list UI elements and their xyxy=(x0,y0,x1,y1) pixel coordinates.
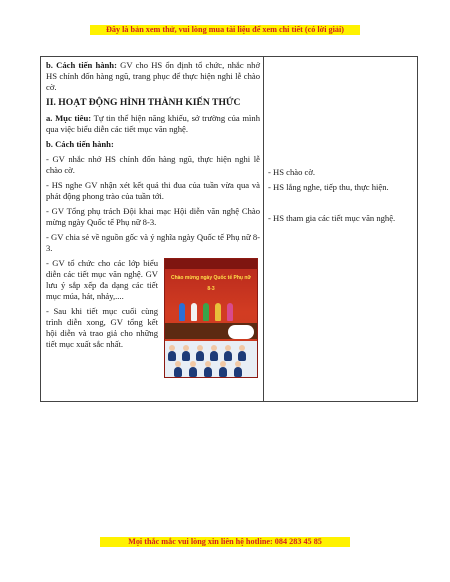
audience-body xyxy=(238,351,246,361)
audience-body xyxy=(210,351,218,361)
procedure-subheading: b. Cách tiến hành: xyxy=(46,139,114,149)
audience-body xyxy=(174,367,182,377)
audience-body xyxy=(196,351,204,361)
speech-bubble xyxy=(228,325,254,339)
procedure-paragraph xyxy=(46,60,260,93)
teacher-step-4: - GV chia sẻ về nguồn gốc và ý nghĩa ngày Quốc tế Phụ nữ 8-3. xyxy=(46,232,260,253)
performer xyxy=(179,303,185,321)
audience-body xyxy=(219,367,227,377)
student-activities-column xyxy=(268,167,414,228)
objective-paragraph xyxy=(46,113,260,135)
column-divider xyxy=(263,57,264,401)
objective-label: a. Mục tiêu: xyxy=(46,113,92,123)
curtain-valance xyxy=(165,259,257,269)
audience-body xyxy=(182,351,190,361)
stage-performance-image xyxy=(164,258,258,378)
audience-body xyxy=(224,351,232,361)
student-step-3: - HS tham gia các tiết mục văn nghệ. xyxy=(268,213,396,223)
teacher-activities-column xyxy=(46,60,260,376)
audience-body xyxy=(204,367,212,377)
stage-title-banner: Chào mừng ngày Quốc tế Phụ nữ 8-3 xyxy=(170,275,252,292)
audience-body xyxy=(189,367,197,377)
performance-block xyxy=(46,258,260,376)
procedure-label: b. Cách tiến hành: xyxy=(46,60,117,70)
performer xyxy=(191,303,197,321)
teacher-step-3: - GV Tổng phụ trách Đội khai mạc Hội diễn văn nghệ Chào mừng ngày Quốc tế Phụ nữ 8-3. xyxy=(46,206,260,227)
teacher-step-1: - GV nhắc nhở HS chỉnh đốn hàng ngũ, thực hiện nghi lễ chào cờ. xyxy=(46,154,260,175)
audience-body xyxy=(234,367,242,377)
student-step-1: - HS chào cờ. xyxy=(268,167,316,177)
audience-body xyxy=(168,351,176,361)
procedure-text: GV cho HS ổn định tổ chức, nhắc nhở HS chỉnh đốn hàng ngũ, trang phục để thực hiện nghi lễ chào cờ. xyxy=(46,60,260,92)
lesson-table xyxy=(40,56,418,402)
performer xyxy=(203,303,209,321)
student-step-2: - HS lắng nghe, tiếp thu, thực hiện. xyxy=(268,182,389,192)
hotline-banner: Mọi thắc mắc vui lòng xin liên hệ hotline: 084 283 45 85 xyxy=(100,537,350,547)
performance-text xyxy=(46,258,158,350)
teacher-step-5: - GV tổ chức cho các lớp biểu diễn các tiết mục văn nghệ. GV lưu ý sắp xếp đa dạng các tiết mục múa, hát, nhảy,.... xyxy=(46,258,158,301)
teacher-step-6: - Sau khi tiết mục cuối cùng trình diễn xong, GV tổng kết hội diễn và trao giả cho những tiết mục xuất sắc nhất. xyxy=(46,306,158,349)
teacher-step-2: - HS nghe GV nhận xét kết quả thi đua của tuần vừa qua và phát động phong trào của tuần tới. xyxy=(46,180,260,201)
performer xyxy=(227,303,233,321)
performer xyxy=(215,303,221,321)
preview-notice-banner: Đây là bản xem thử, vui lòng mua tài liệu để xem chi tiết (có lời giải) xyxy=(90,25,360,35)
section-heading: II. HOẠT ĐỘNG HÌNH THÀNH KIẾN THỨC xyxy=(46,97,241,108)
audience xyxy=(165,341,257,377)
objective-text: Tự tin thể hiện năng khiếu, sở trường của mình qua việc biểu diễn các tiết mục văn nghệ. xyxy=(46,113,261,134)
